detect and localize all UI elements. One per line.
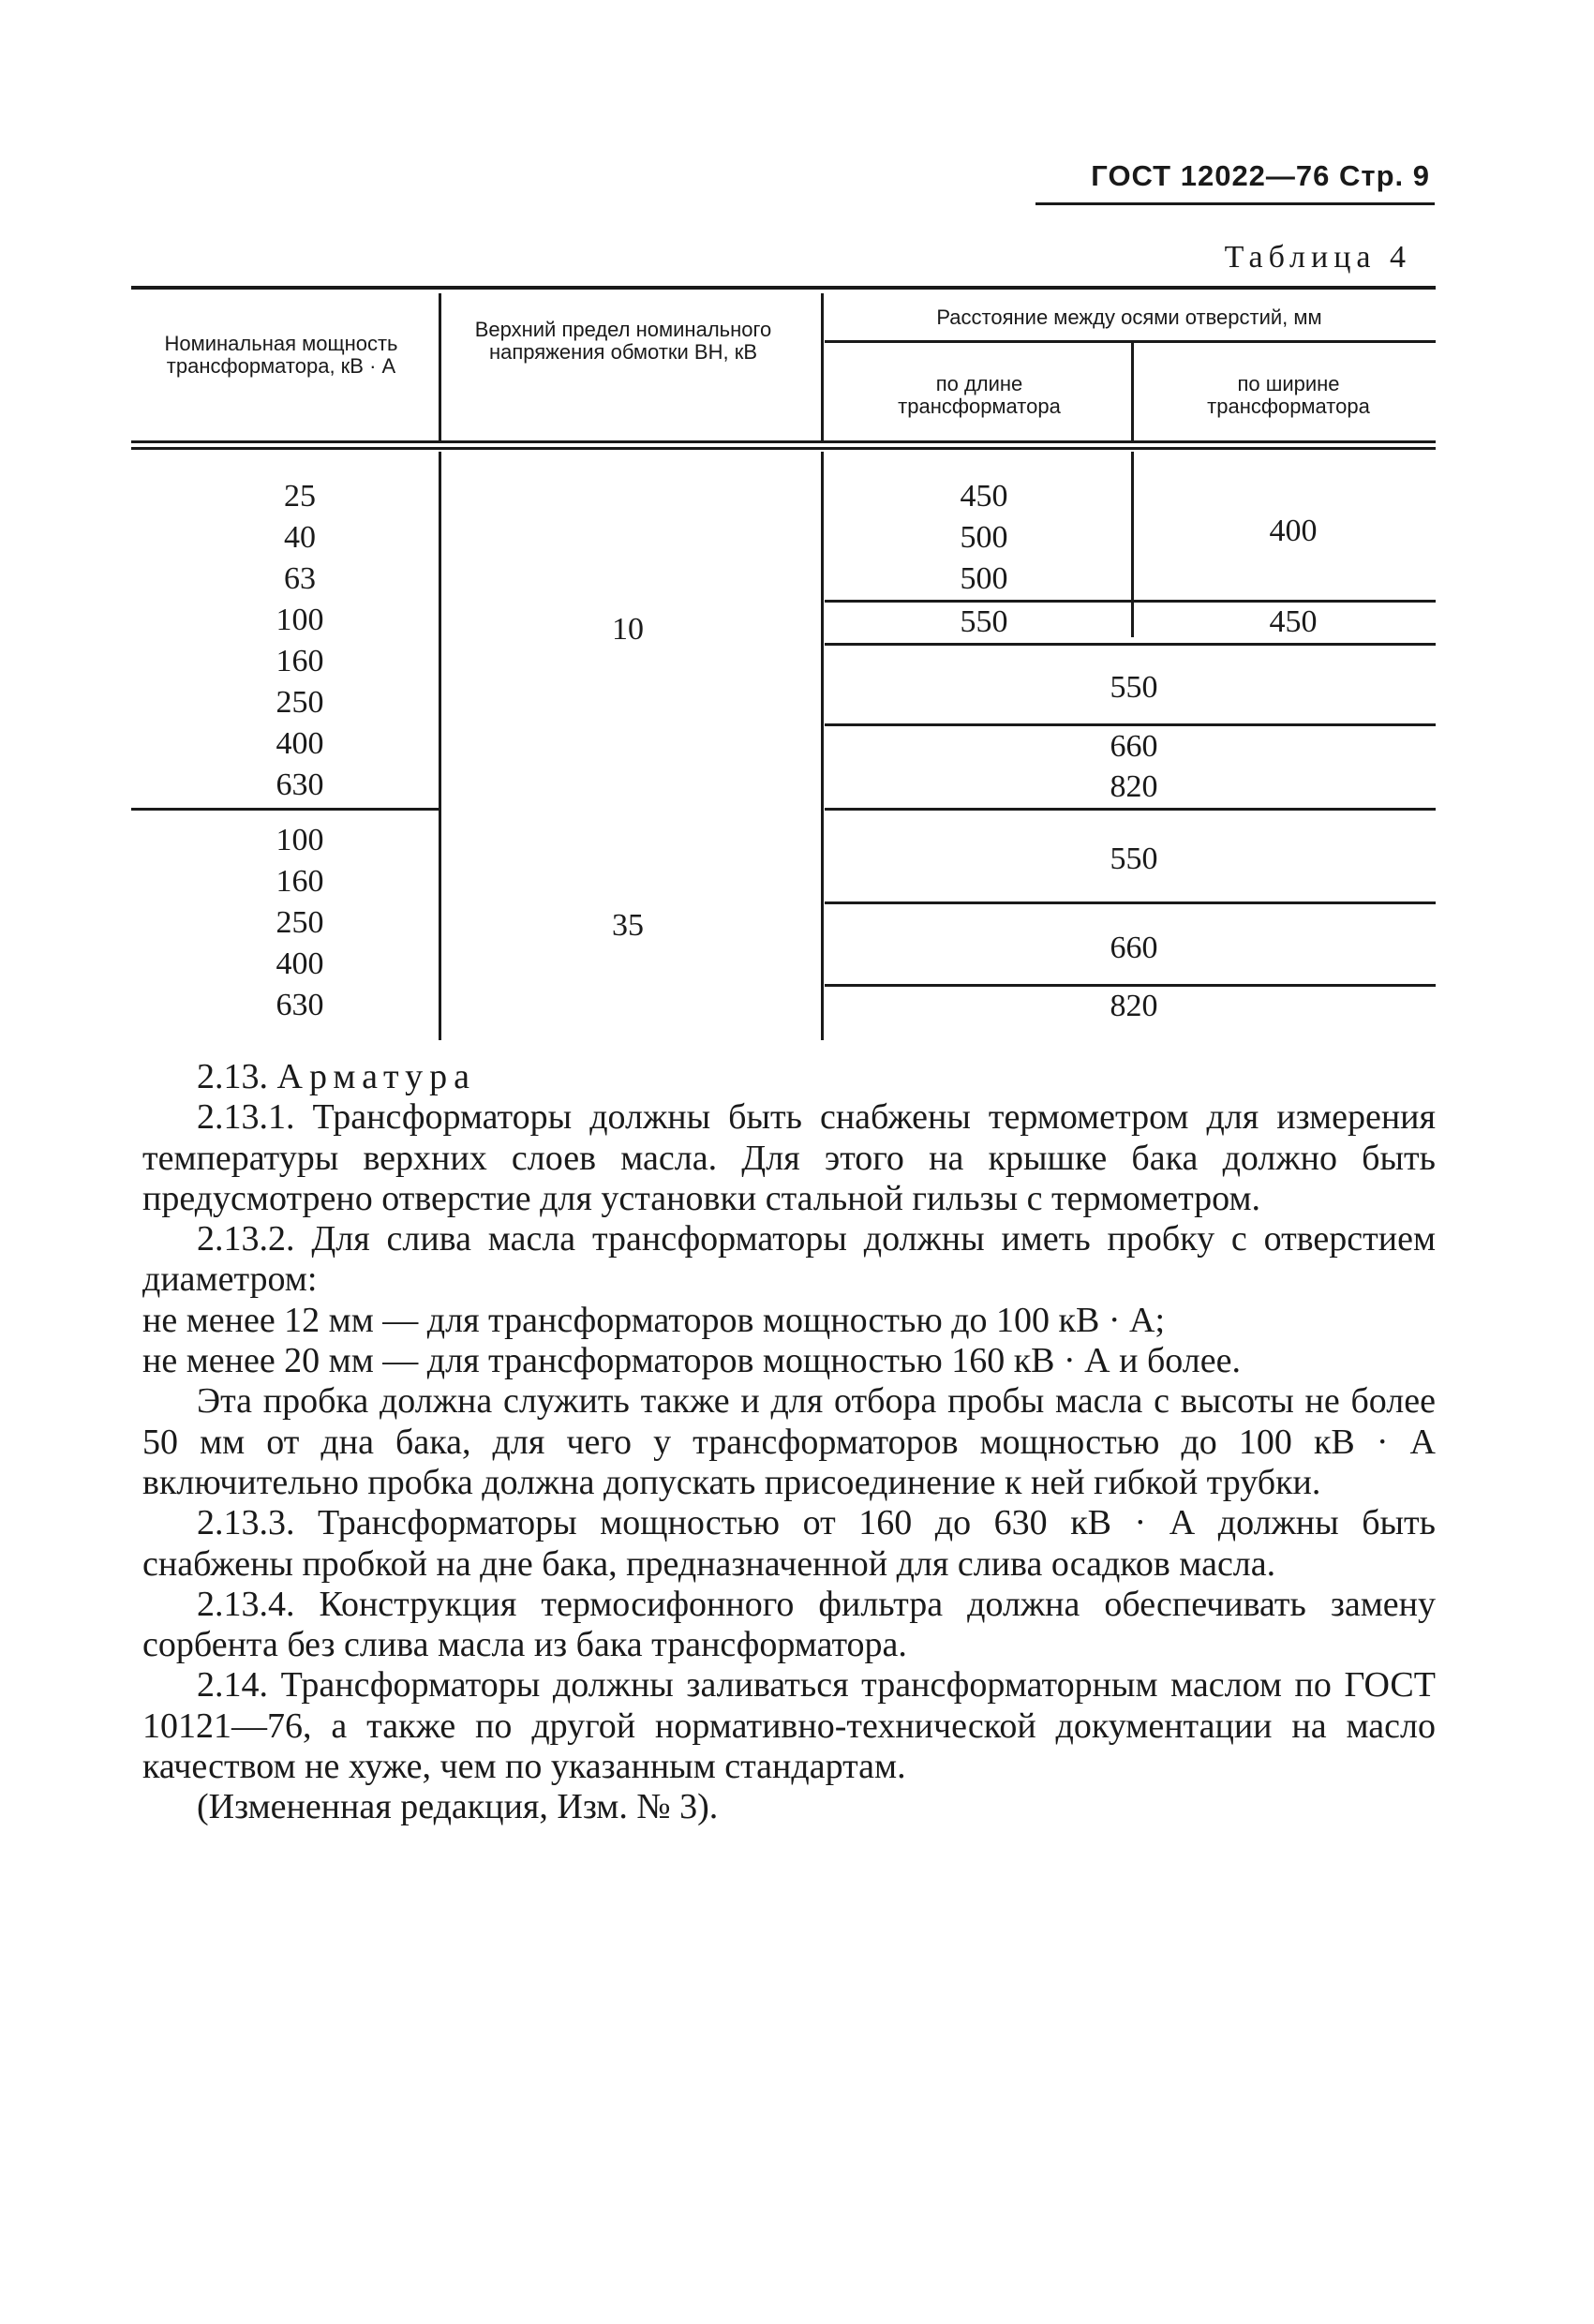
header-voltage: Верхний предел номинального напряжения обмотки ВН, кВ [474,318,772,364]
length-550: 550 [960,604,1008,639]
powers-10kv [234,476,365,806]
rule-after-820 [825,808,1436,811]
amendment-note: (Измененная редакция, Изм. № 3). [197,1787,719,1827]
group-separator-rule [131,808,440,811]
voltage-35: 35 [612,908,644,943]
header-length: по длине трансформатора [898,372,1061,418]
header-width: по ширине трансформатора [1207,372,1370,418]
power-value: 160 [276,644,324,678]
header-bottom-rule [131,440,1436,443]
rule-after-450 [825,643,1436,646]
power-value: 400 [276,946,324,981]
paragraph-2-13-4: 2.13.4. Конструкция термосифонного фильтра должна обеспечивать замену сорбента без слива масла из бака трансформатора. [142,1584,1436,1665]
section-2-13-heading [142,1057,1436,1097]
header-vrule-3 [1131,342,1134,441]
paragraph-2-13-2: 2.13.2. Для слива масла трансформаторы должны иметь пробку с отверстием диаметром: [142,1219,1436,1300]
section-title: Арматура [276,1057,477,1096]
header-power: Номинальная мощность трансформатора, кВ · А [164,332,398,378]
power-value: 160 [276,864,324,899]
header-distance-group: Расстояние между осями отверстий, мм [936,305,1322,329]
power-value: 100 [276,603,324,637]
power-value: 63 [284,561,316,596]
power-value: 250 [276,905,324,940]
both35-820: 820 [1110,989,1158,1023]
paragraph-2-13-2-b: не менее 20 мм — для трансформаторов мощностью 160 кВ · А и более. [142,1341,1241,1381]
powers-35kv [234,820,365,1026]
width-400: 400 [1269,514,1318,548]
running-title: ГОСТ 12022—76 Стр. 9 [1091,159,1430,192]
table-top-rule [131,286,1436,290]
paragraph-2-13-2-c: Эта пробка должна служить также и для отбора пробы масла с высоты не более 50 мм от дна бака, для чего у трансформаторов мощностью до 100 кВ · А включительно пробка должна допускать присоединение к ней гибкой трубки. [142,1381,1436,1502]
paragraph-2-14: 2.14. Трансформаторы должны заливаться трансформаторным маслом по ГОСТ 10121—76, а также по другой нормативно-технической документации на масло качеством не хуже, чем по указанным стандартам. [142,1665,1436,1787]
header-vrule-2 [821,293,824,441]
body-vrule-3 [1131,452,1134,637]
length-500-b: 500 [960,561,1008,596]
power-value: 250 [276,685,324,720]
both-820: 820 [1110,769,1158,804]
voltage-10: 10 [612,612,644,647]
table-4 [0,0,1594,1059]
both35-550: 550 [1110,842,1158,876]
power-value: 400 [276,726,324,761]
group-header-rule [825,340,1436,343]
body-vrule-1 [439,452,441,1040]
power-value: 40 [284,520,316,555]
header-vrule-1 [439,293,441,441]
length-500: 500 [960,520,1008,555]
body-text [142,1057,1436,1828]
section-number: 2.13. [197,1057,268,1096]
width-450: 450 [1269,604,1318,639]
both35-660: 660 [1110,931,1158,965]
power-value: 630 [276,988,324,1022]
both-550: 550 [1110,670,1158,705]
paragraph-2-13-1: 2.13.1. Трансформаторы должны быть снабжены термометром для измерения температуры верхних слоев масла. Для этого на крышке бака должно быть предусмотрено отверстие для установки стальной гильзы с термометром. [142,1097,1436,1218]
power-value: 25 [284,479,316,514]
power-value: 630 [276,767,324,802]
rule-35-after-550 [825,901,1436,904]
body-vrule-2 [821,452,824,1040]
paragraph-2-13-2-a: не менее 12 мм — для трансформаторов мощностью до 100 кВ · А; [142,1300,1165,1340]
table-caption: Таблица 4 [1224,240,1411,275]
length-450: 450 [960,479,1008,514]
paragraph-2-13-3: 2.13.3. Трансформаторы мощностью от 160 до 630 кВ · А должны быть снабжены пробкой на дне бака, предназначенной для слива осадков масла. [142,1503,1436,1584]
header-bottom-rule-2 [131,447,1436,450]
both-660: 660 [1110,729,1158,764]
power-value: 100 [276,823,324,857]
